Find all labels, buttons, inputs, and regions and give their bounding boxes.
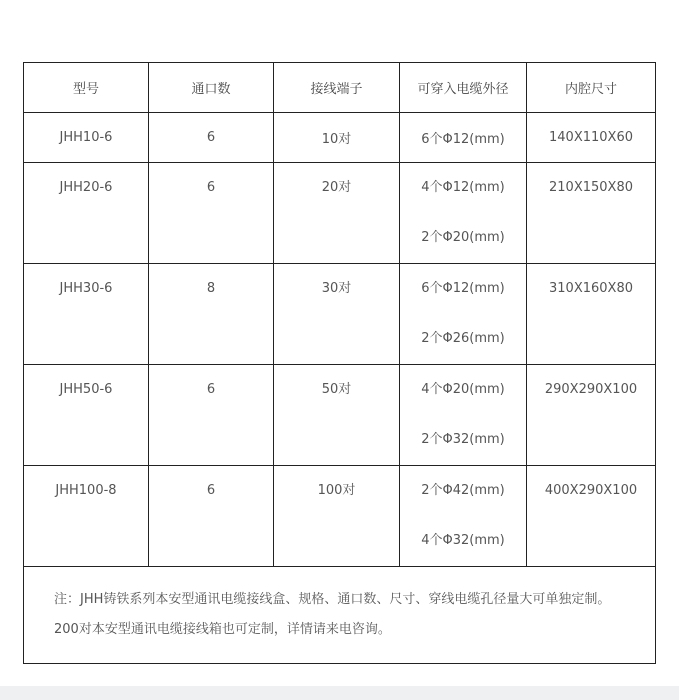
header-ports: 通口数 <box>149 63 274 113</box>
table-row <box>24 365 656 466</box>
cable-cell <box>400 163 527 264</box>
size-cell: 310X160X80 <box>527 264 656 365</box>
cable-line: 2个Φ26(mm) <box>421 331 505 346</box>
header-terminals: 接线端子 <box>274 63 400 113</box>
cable-line: 2个Φ20(mm) <box>421 230 505 245</box>
header-row <box>24 63 656 113</box>
header-cavity-size: 内腔尺寸 <box>527 63 656 113</box>
cable-line: 4个Φ20(mm) <box>421 382 505 397</box>
table-row <box>24 163 656 264</box>
model-cell: JHH10-6 <box>24 113 149 163</box>
cable-cell <box>400 264 527 365</box>
model-cell: JHH100-8 <box>24 466 149 567</box>
ports-cell: 6 <box>149 163 274 264</box>
spec-table <box>23 62 656 664</box>
terminals-cell: 10对 <box>274 113 400 163</box>
cable-cell <box>400 466 527 567</box>
cable-line: 4个Φ12(mm) <box>421 180 505 195</box>
note-text: 注：JHH铸铁系列本安型通讯电缆接线盒、规格、通口数、尺寸、穿线电缆孔径量大可单独定制。200对本安型通讯电缆接线箱也可定制，详情请来电咨询。 <box>24 567 656 664</box>
size-cell: 290X290X100 <box>527 365 656 466</box>
cable-line: 4个Φ32(mm) <box>421 533 505 548</box>
note-row <box>24 567 656 664</box>
ports-cell: 6 <box>149 365 274 466</box>
cable-line: 2个Φ42(mm) <box>421 483 505 498</box>
header-cable-diameter: 可穿入电缆外径 <box>400 63 527 113</box>
ports-cell: 8 <box>149 264 274 365</box>
ports-cell: 6 <box>149 466 274 567</box>
cable-line: 2个Φ32(mm) <box>421 432 505 447</box>
cable-line: 6个Φ12(mm) <box>421 281 505 296</box>
size-cell: 210X150X80 <box>527 163 656 264</box>
size-cell: 400X290X100 <box>527 466 656 567</box>
model-cell: JHH50-6 <box>24 365 149 466</box>
terminals-cell: 30对 <box>274 264 400 365</box>
table-row <box>24 264 656 365</box>
table-row <box>24 466 656 567</box>
cable-cell: 6个Φ12(mm) <box>400 113 527 163</box>
terminals-cell: 20对 <box>274 163 400 264</box>
table-row <box>24 113 656 163</box>
cable-cell <box>400 365 527 466</box>
terminals-cell: 100对 <box>274 466 400 567</box>
model-cell: JHH30-6 <box>24 264 149 365</box>
model-cell: JHH20-6 <box>24 163 149 264</box>
size-cell: 140X110X60 <box>527 113 656 163</box>
terminals-cell: 50对 <box>274 365 400 466</box>
footer-strip <box>0 686 679 700</box>
ports-cell: 6 <box>149 113 274 163</box>
header-model: 型号 <box>24 63 149 113</box>
